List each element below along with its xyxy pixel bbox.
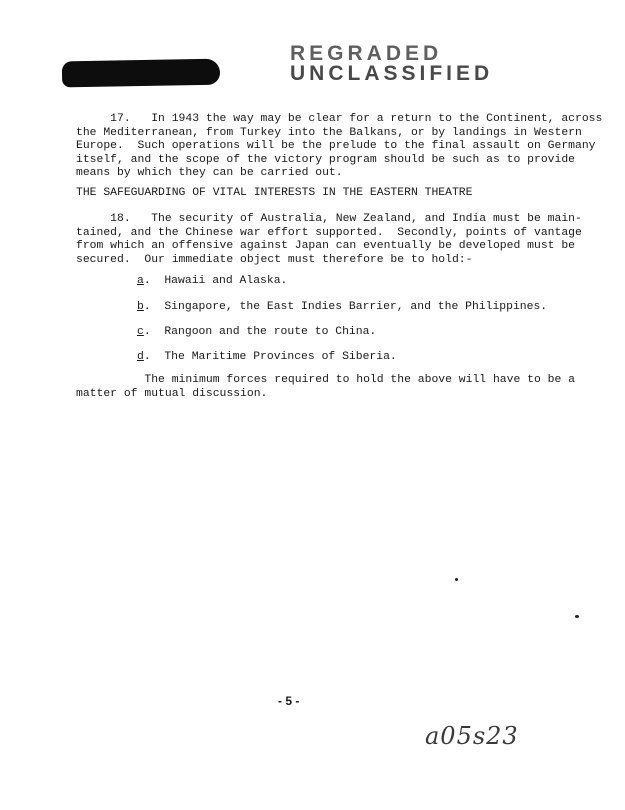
redaction-bar: [62, 59, 220, 88]
paragraph-17: 17. In 1943 the way may be clear for a return to the Continent, across the Mediterranean, from Turkey into the Balkans, or by landings in Western Europe. Such operations will be the prelude to the final assault on Germany itself, and the scope of the victory program should be such as to provide means by which they can be carried out.: [76, 113, 603, 179]
scan-speck: [455, 578, 458, 581]
list-item: [137, 326, 376, 338]
list-item-letter: a: [137, 275, 144, 287]
list-item-text: . Rangoon and the route to China.: [143, 326, 377, 338]
list-item-letter: c: [137, 326, 144, 338]
list-item-text: . Singapore, the East Indies Barrier, and the Philippines.: [143, 301, 548, 313]
list-item: [137, 351, 397, 363]
list-item-letter: d: [137, 351, 144, 363]
classification-stamp: [290, 42, 494, 86]
list-item: [137, 301, 547, 313]
list-item: [137, 275, 287, 287]
list-item-text: . The Maritime Provinces of Siberia.: [143, 351, 397, 363]
stamp-unclassified: UNCLASSIFIED: [290, 62, 494, 85]
handwritten-document-id: a05s23: [425, 722, 519, 750]
list-item-letter: b: [137, 301, 144, 313]
page-number: - 5 -: [278, 694, 300, 708]
section-heading: THE SAFEGUARDING OF VITAL INTERESTS IN THE EASTERN THEATRE: [76, 187, 473, 199]
paragraph-18: 18. The security of Australia, New Zealand, and India must be main- tained, and the Chinese war effort supported. Secondly, points of vantage from which an offensive against Japan can eventually be developed must be secured. Our immediate object must therefore be to hold:-: [76, 213, 582, 266]
stamp-regraded: REGRADED: [290, 42, 443, 65]
list-item-text: . Hawaii and Alaska.: [143, 275, 288, 287]
closing-paragraph: The minimum forces required to hold the above will have to be a matter of mutual discussion.: [76, 374, 575, 400]
scan-speck: [575, 615, 579, 618]
